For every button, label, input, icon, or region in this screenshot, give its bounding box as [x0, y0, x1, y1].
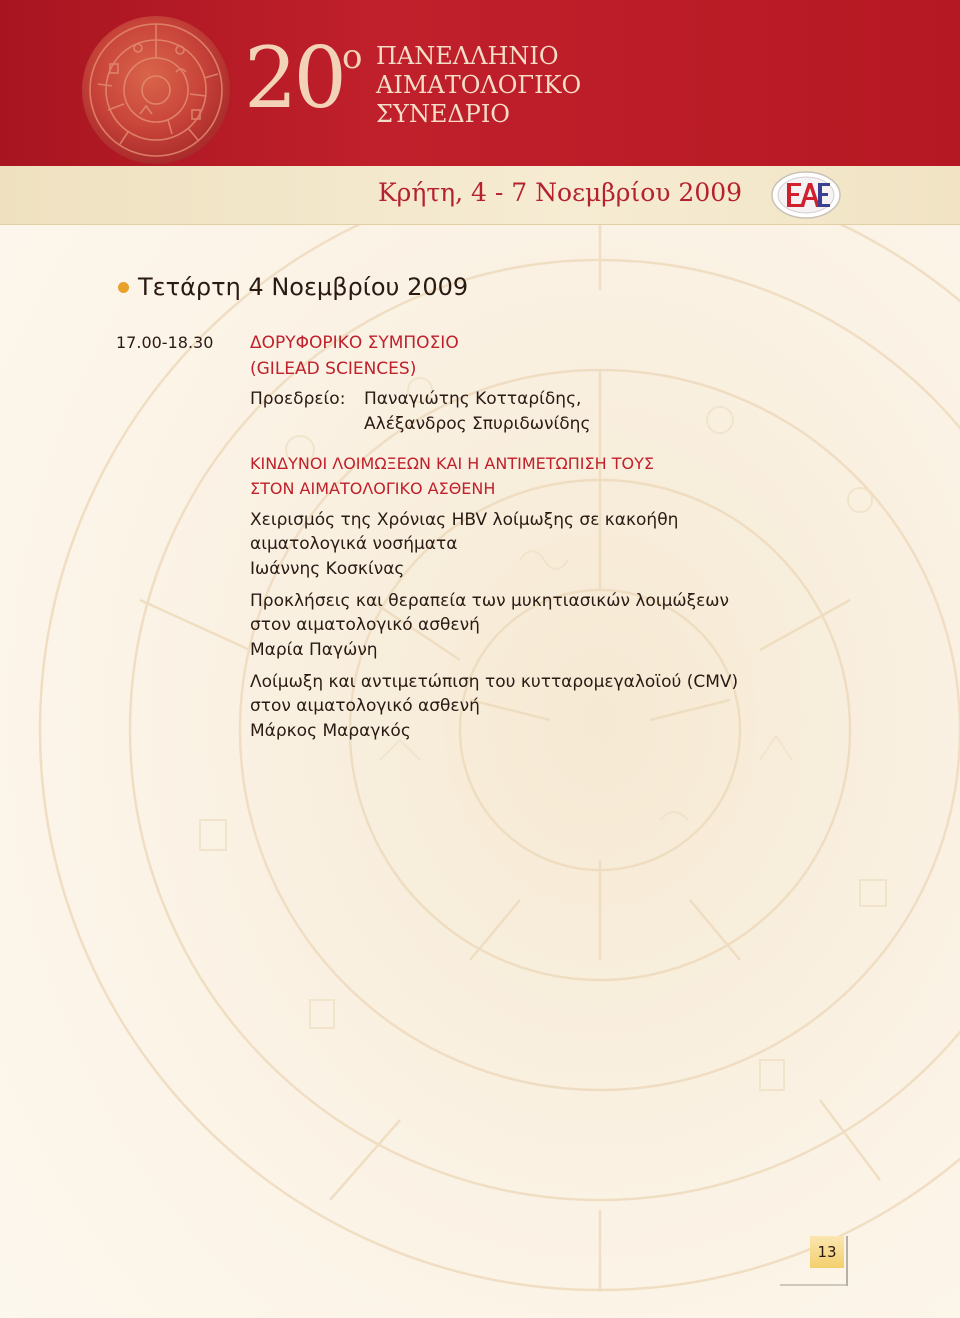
talk-speaker: Μάρκος Μαραγκός [250, 721, 411, 741]
talk-title-line: Χειρισμός της Χρόνιας HBV λοίμωξης σε κακοήθη [250, 510, 679, 530]
talk-speaker: Μαρία Παγώνη [250, 640, 378, 660]
day-label: Τετάρτη 4 Νοεμβρίου 2009 [138, 273, 469, 301]
page-number-rule [780, 1284, 846, 1286]
session-sponsor: (GILEAD SCIENCES) [250, 359, 417, 379]
talk-title-line: αιματολογικά νοσήματα [250, 534, 458, 554]
talk-title-line: στον αιματολογικό ασθενή [250, 696, 480, 716]
topic-title-line: ΣΤΟΝ ΑΙΜΑΤΟΛΟΓΙΚΟ ΑΣΘΕΝΗ [250, 479, 496, 498]
edition-ordinal: ο [342, 37, 363, 77]
talk-title-line: στον αιματολογικό ασθενή [250, 615, 480, 635]
talk-speaker: Ιωάννης Κοσκίνας [250, 559, 405, 579]
chairs-label: Προεδρείο: [250, 389, 346, 409]
eae-logo [770, 170, 842, 220]
conference-title [376, 42, 581, 129]
location-date: Κρήτη, 4 - 7 Νοεμβρίου 2009 [378, 178, 743, 207]
page-number-rule [846, 1236, 848, 1286]
page-number-box [810, 1236, 844, 1268]
chair-name: Παναγιώτης Κοτταρίδης, [364, 389, 582, 409]
conference-title-line: ΠΑΝΕΛΛΗΝΙΟ [376, 42, 559, 70]
chair-name: Αλέξανδρος Σπυριδωνίδης [364, 414, 591, 434]
phaistos-disc-seal [80, 14, 232, 166]
talk-title-line: Λοίμωξη και αντιμετώπιση του κυτταρομεγαλοϊού (CMV) [250, 672, 739, 692]
edition-number: 20 [244, 29, 343, 127]
conference-title-line: ΣΥΝΕΔΡΙΟ [376, 100, 510, 128]
session-title: ΔΟΡΥΦΟΡΙΚΟ ΣΥΜΠΟΣΙΟ [250, 333, 459, 353]
bullet-icon [118, 282, 129, 293]
talk-title-line: Προκλήσεις και θεραπεία των μυκητιασικών λοιμώξεων [250, 591, 730, 611]
page-number: 13 [817, 1243, 837, 1261]
conference-title-line: ΑΙΜΑΤΟΛΟΓΙΚΟ [376, 71, 582, 99]
session-time: 17.00-18.30 [116, 333, 214, 352]
topic-title-line: ΚΙΝΔΥΝΟΙ ΛΟΙΜΩΞΕΩΝ ΚΑΙ Η ΑΝΤΙΜΕΤΩΠΙΣΗ ΤΟΥΣ [250, 454, 654, 473]
